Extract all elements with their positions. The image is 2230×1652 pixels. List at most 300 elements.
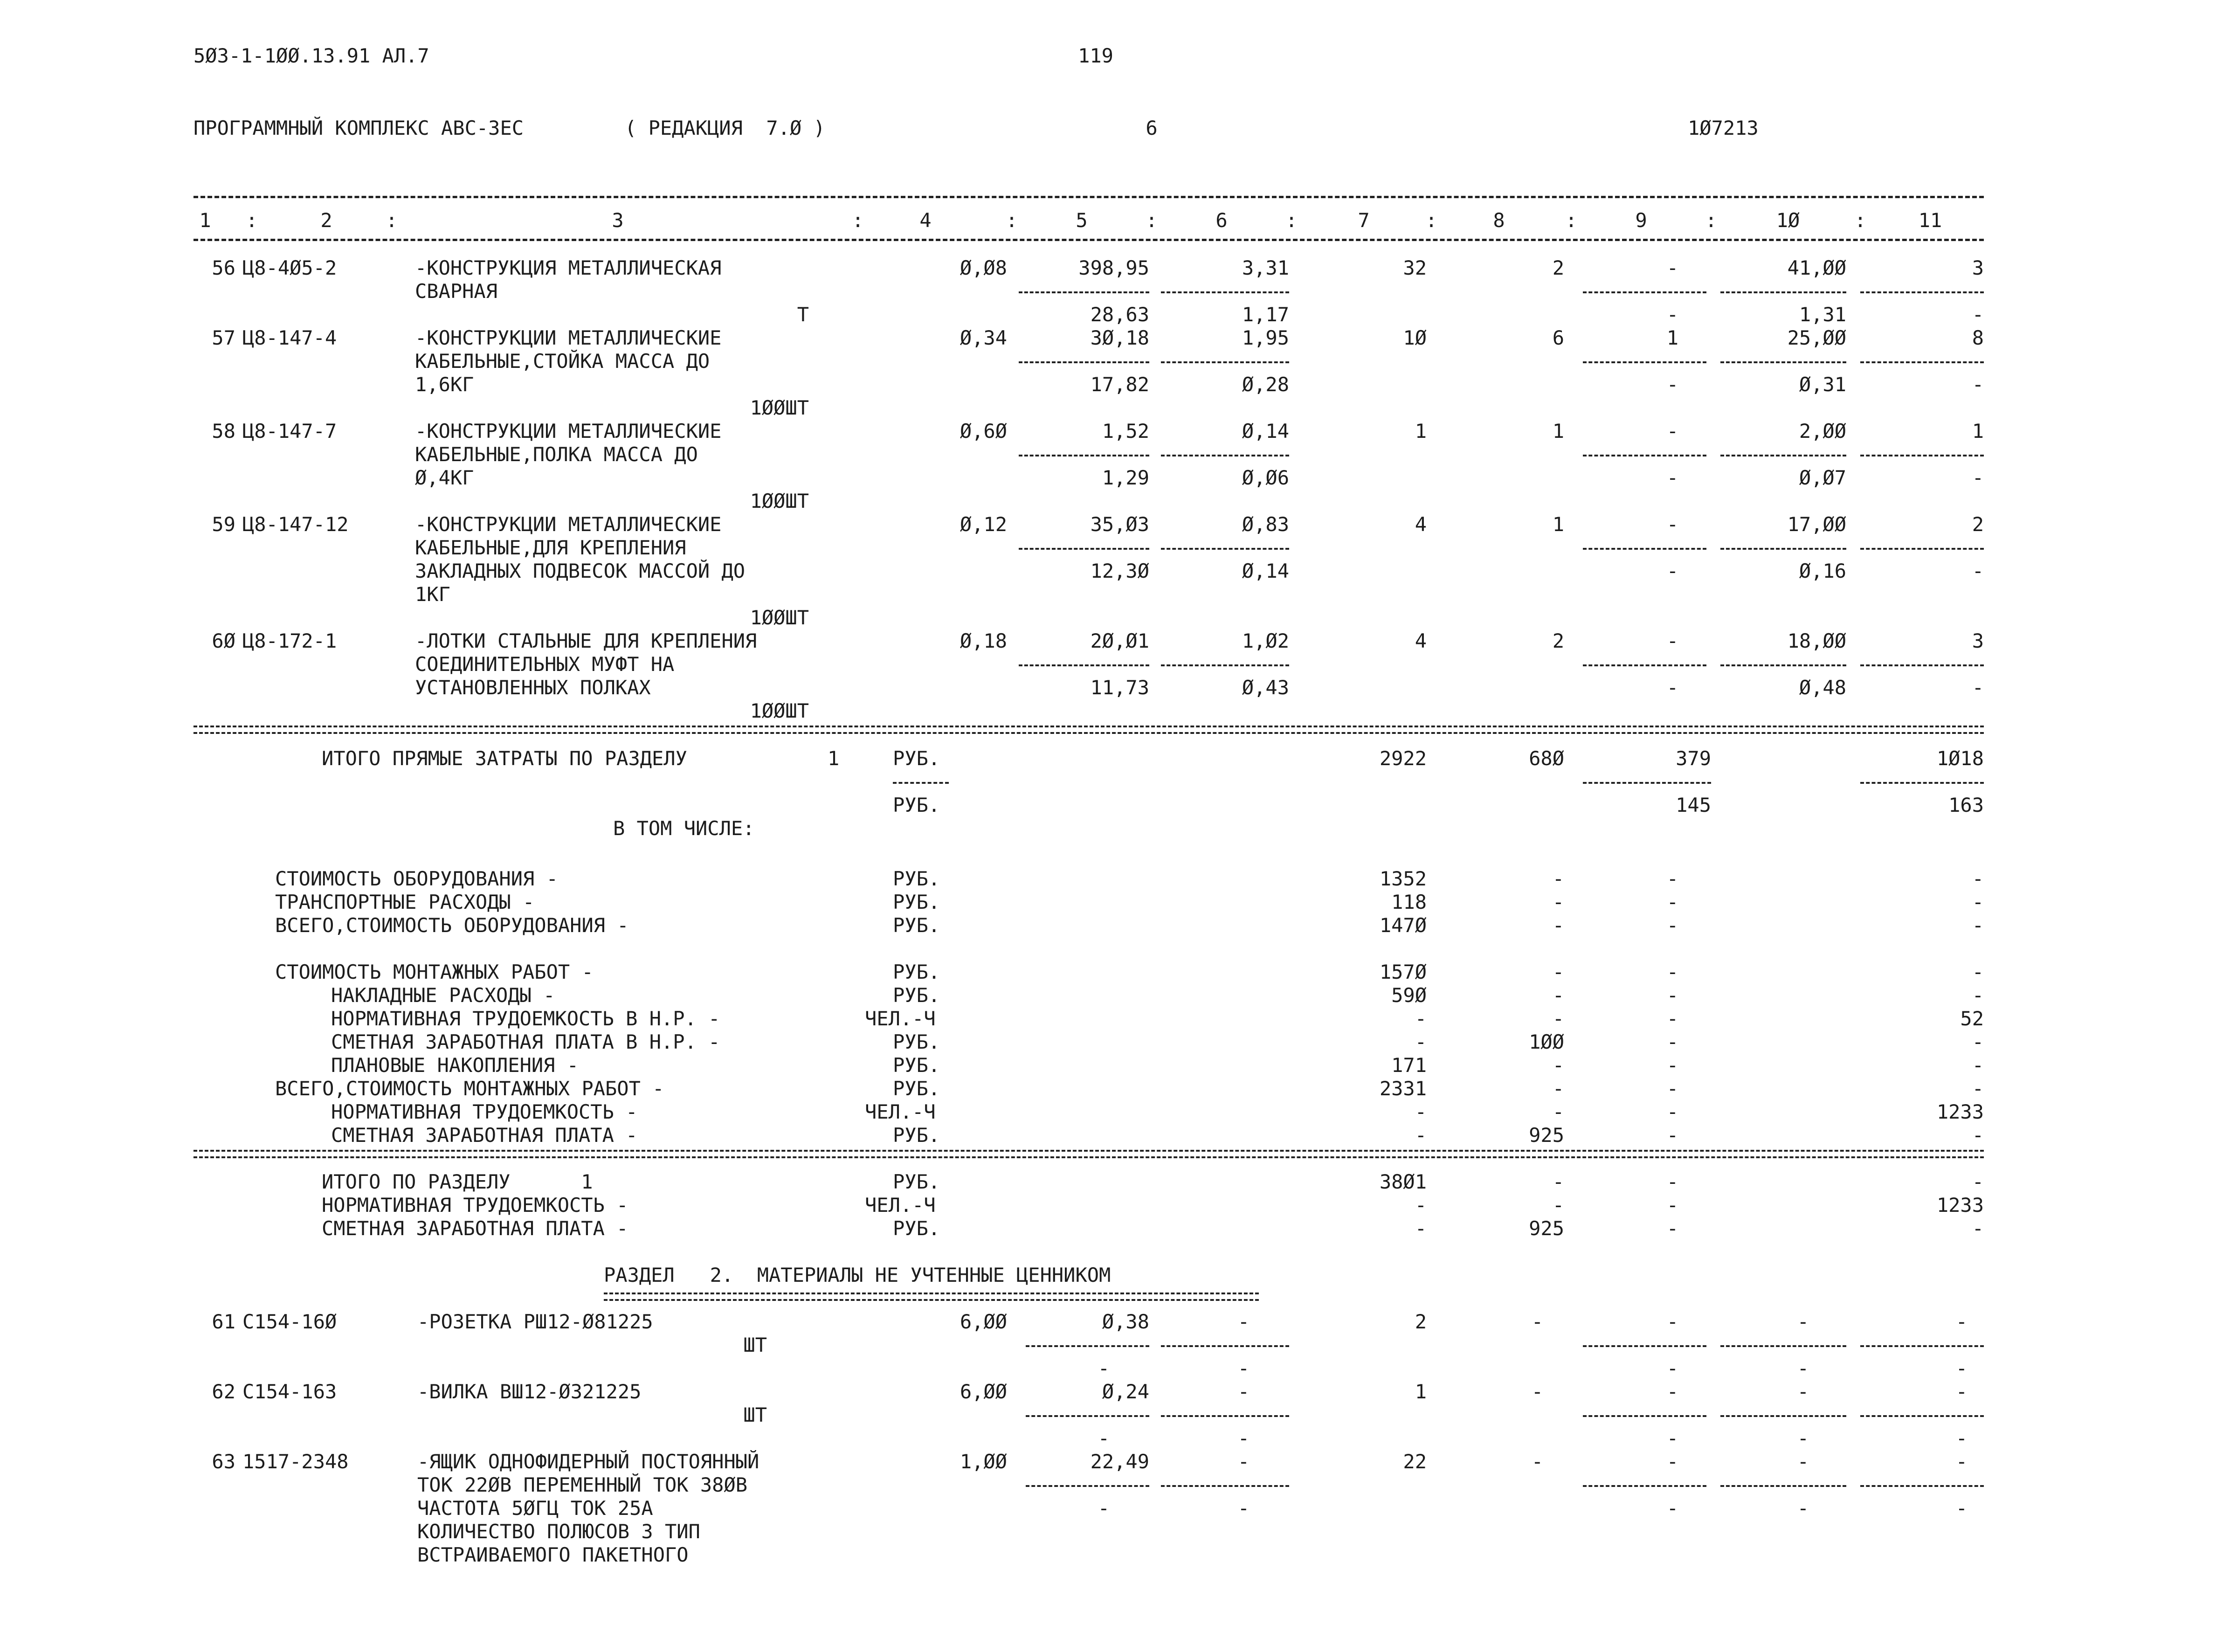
- row-col7: 4: [1415, 629, 1427, 652]
- row-col10-sub: Ø,16: [1799, 560, 1846, 582]
- column-separator: :: [1425, 209, 1437, 232]
- column-separator: :: [1705, 209, 1717, 232]
- summary-label: ВСЕГО,СТОИМОСТЬ МОНТАЖНЫХ РАБОТ -: [275, 1077, 664, 1100]
- row-number: 56: [212, 256, 235, 279]
- summary-col8: -: [1552, 984, 1564, 1007]
- summary-col7: 147Ø: [1379, 914, 1427, 937]
- summary-col11: -: [1972, 961, 1984, 983]
- row-col6-main: -: [1237, 1450, 1250, 1473]
- value-underline: [1583, 291, 1706, 293]
- row-col11-sub: -: [1955, 1497, 1968, 1520]
- row-number: 62: [212, 1380, 235, 1403]
- page-number: 119: [1078, 44, 1113, 67]
- summary-unit: РУБ.: [893, 1030, 940, 1053]
- summary-col9: -: [1666, 1077, 1678, 1100]
- summary-col11: -: [1972, 984, 1984, 1007]
- row-col11-sub: -: [1972, 466, 1984, 489]
- value-underline: [1161, 548, 1289, 550]
- row-quantity: Ø,6Ø: [960, 420, 1007, 442]
- summary-col9: -: [1666, 984, 1678, 1007]
- row-col11-main: 3: [1972, 256, 1984, 279]
- section-total-unit: РУБ.: [893, 1217, 940, 1240]
- row-col8: 6: [1552, 326, 1564, 349]
- value-underline: [1860, 782, 1984, 784]
- row-col5-sub: 11,73: [1090, 676, 1149, 699]
- value-underline: [1019, 455, 1149, 456]
- row-col10-sub: Ø,48: [1799, 676, 1846, 699]
- row-col6-sub: -: [1237, 1357, 1250, 1380]
- row-col7: 1: [1415, 420, 1427, 442]
- row-description-line: КОЛИЧЕСТВО ПОЛЮСОВ 3 ТИП: [417, 1520, 700, 1543]
- summary-col7: -: [1415, 1007, 1427, 1030]
- row-col8: 2: [1552, 256, 1564, 279]
- row-col10-main: 18,ØØ: [1787, 629, 1846, 652]
- summary-col9: -: [1666, 1100, 1678, 1123]
- summary-label: СМЕТНАЯ ЗАРАБОТНАЯ ПЛАТА В Н.Р. -: [331, 1030, 720, 1053]
- row-col9-main: -: [1666, 1450, 1678, 1473]
- column-number-11: 11: [1918, 209, 1942, 232]
- row-col6-main: 1,95: [1242, 326, 1289, 349]
- summary-col9: -: [1666, 914, 1678, 937]
- row-col5-sub: -: [1098, 1497, 1110, 1520]
- row-col8: 1: [1552, 513, 1564, 536]
- direct-costs-col7: 2922: [1379, 747, 1427, 770]
- row-description-line: СОЕДИНИТЕЛЬНЫХ МУФТ НА: [415, 653, 675, 676]
- row-col9-main: -: [1666, 420, 1678, 442]
- row-description-line: ВСТРАИВАЕМОГО ПАКЕТНОГО: [417, 1543, 689, 1566]
- row-code: Ц8-147-12: [242, 513, 349, 536]
- summary-col7: 171: [1391, 1054, 1427, 1077]
- direct-costs-col8: 68Ø: [1529, 747, 1564, 770]
- summary-label: СТОИМОСТЬ ОБОРУДОВАНИЯ -: [275, 867, 558, 890]
- row-quantity: 6,ØØ: [960, 1380, 1007, 1403]
- row-number: 63: [212, 1450, 235, 1473]
- column-number-10: 1Ø: [1776, 209, 1800, 232]
- direct-costs-col11: 1Ø18: [1936, 747, 1984, 770]
- row-col10-main: -: [1797, 1450, 1809, 1473]
- column-number-8: 8: [1493, 209, 1505, 232]
- summary-col8: -: [1552, 1077, 1564, 1100]
- direct-costs-col9: 379: [1676, 747, 1711, 770]
- summary-col8: -: [1552, 891, 1564, 913]
- row-description-line: СВАРНАЯ: [415, 280, 498, 303]
- direct-costs-unit2: РУБ.: [893, 794, 940, 816]
- row-col6-sub: -: [1237, 1427, 1250, 1450]
- summary-label: СМЕТНАЯ ЗАРАБОТНАЯ ПЛАТА -: [331, 1124, 638, 1147]
- direct-costs-section: 1: [828, 747, 840, 770]
- section-total-col9: -: [1666, 1170, 1678, 1193]
- value-underline: [1860, 1415, 1984, 1417]
- row-description-line: -КОНСТРУКЦИЯ МЕТАЛЛИЧЕСКАЯ: [415, 256, 722, 279]
- column-separator: :: [386, 209, 398, 232]
- value-underline: [1583, 1415, 1706, 1417]
- column-separator: :: [1854, 209, 1866, 232]
- row-col5-main: 398,95: [1078, 256, 1149, 279]
- row-description-line: -ЯЩИК ОДНОФИДЕРНЫЙ ПОСТОЯННЫЙ: [417, 1450, 759, 1473]
- row-col11-main: 1: [1972, 420, 1984, 442]
- summary-col11: -: [1972, 1124, 1984, 1147]
- section-total-col7: -: [1415, 1217, 1427, 1240]
- row-col6-sub: 1,17: [1242, 303, 1289, 326]
- row-description-line: -КОНСТРУКЦИИ МЕТАЛЛИЧЕСКИЕ: [415, 420, 722, 442]
- value-underline: [1019, 361, 1149, 363]
- row-unit: 1ØØШТ: [750, 606, 809, 629]
- section-total-col9: -: [1666, 1194, 1678, 1217]
- row-code: Ц8-172-1: [242, 629, 337, 652]
- row-col5-sub: -: [1098, 1427, 1110, 1450]
- section-total-unit: ЧЕЛ.-Ч: [865, 1194, 936, 1217]
- row-col9-main: -: [1666, 1380, 1678, 1403]
- row-col10-sub: -: [1797, 1357, 1809, 1380]
- summary-col8: -: [1552, 914, 1564, 937]
- summary-col8: -: [1552, 1100, 1564, 1123]
- summary-col9: -: [1666, 867, 1678, 890]
- row-code: С154-16Ø: [242, 1310, 337, 1333]
- summary-unit: РУБ.: [893, 1077, 940, 1100]
- summary-label: СТОИМОСТЬ МОНТАЖНЫХ РАБОТ -: [275, 961, 594, 983]
- summary-unit: РУБ.: [893, 984, 940, 1007]
- row-col9-sub: -: [1666, 560, 1678, 582]
- summary-col9: -: [1666, 1054, 1678, 1077]
- value-underline: [1026, 1485, 1149, 1487]
- row-col5-main: 1,52: [1102, 420, 1149, 442]
- row-code: Ц8-147-4: [242, 326, 337, 349]
- row-col5-main: Ø,38: [1102, 1310, 1149, 1333]
- row-col9-main: 1: [1666, 326, 1678, 349]
- row-description-line: КАБЕЛЬНЫЕ,СТОЙКА МАССА ДО: [415, 350, 710, 373]
- summary-col9: -: [1666, 1124, 1678, 1147]
- row-col7: 1Ø: [1403, 326, 1427, 349]
- row-quantity: Ø,34: [960, 326, 1007, 349]
- row-col10-sub: 1,31: [1799, 303, 1846, 326]
- row-col5-sub: 1,29: [1102, 466, 1149, 489]
- row-col5-main: 2Ø,Ø1: [1090, 629, 1149, 652]
- summary-col7: -: [1415, 1124, 1427, 1147]
- summary-unit: РУБ.: [893, 914, 940, 937]
- value-underline: [1720, 1345, 1846, 1347]
- row-unit: Т: [797, 303, 809, 326]
- value-underline: [1161, 664, 1289, 666]
- row-col6-sub: Ø,28: [1242, 373, 1289, 396]
- column-number-9: 9: [1635, 209, 1647, 232]
- row-description-line: УСТАНОВЛЕННЫХ ПОЛКАХ: [415, 676, 651, 699]
- summary-col7: 59Ø: [1391, 984, 1427, 1007]
- row-description-line: ТОК 22ØВ ПЕРЕМЕННЫЙ ТОК 38ØВ: [417, 1473, 748, 1496]
- row-description-line: 1КГ: [415, 583, 450, 606]
- row-unit: ШТ: [743, 1334, 767, 1356]
- row-description-line: -КОНСТРУКЦИИ МЕТАЛЛИЧЕСКИЕ: [415, 326, 722, 349]
- row-col11-sub: -: [1972, 303, 1984, 326]
- column-number-1: 1: [199, 209, 211, 232]
- direct-costs-rule: [193, 726, 1984, 734]
- section-total-col7: 38Ø1: [1379, 1170, 1427, 1193]
- row-description-line: 1,6КГ: [415, 373, 474, 396]
- value-underline: [1161, 291, 1289, 293]
- summary-col7: -: [1415, 1030, 1427, 1053]
- column-separator: :: [1146, 209, 1158, 232]
- row-col9-main: -: [1666, 256, 1678, 279]
- section-total-col9: -: [1666, 1217, 1678, 1240]
- row-code: Ц8-147-7: [242, 420, 337, 442]
- value-underline: [893, 782, 949, 784]
- row-col9-sub: -: [1666, 373, 1678, 396]
- row-col10-sub: Ø,Ø7: [1799, 466, 1846, 489]
- row-code: Ц8-4Ø5-2: [242, 256, 337, 279]
- summary-col11: -: [1972, 1030, 1984, 1053]
- summary-col9: -: [1666, 961, 1678, 983]
- summary-label: НОРМАТИВНАЯ ТРУДОЕМКОСТЬ В Н.Р. -: [331, 1007, 720, 1030]
- summary-col11: -: [1972, 1077, 1984, 1100]
- summary-col7: -: [1415, 1100, 1427, 1123]
- row-col7: 2: [1415, 1310, 1427, 1333]
- summary-col11: 1233: [1936, 1100, 1984, 1123]
- value-underline: [1720, 1415, 1846, 1417]
- summary-col7: 1352: [1379, 867, 1427, 890]
- column-number-2: 2: [320, 209, 332, 232]
- summary-col11: -: [1972, 914, 1984, 937]
- summary-unit: РУБ.: [893, 961, 940, 983]
- edition: ( РЕДАКЦИЯ 7.Ø ): [625, 117, 825, 139]
- row-col6-main: 3,31: [1242, 256, 1289, 279]
- value-underline: [1720, 1485, 1846, 1487]
- row-number: 6Ø: [212, 629, 235, 652]
- row-col10-sub: -: [1797, 1427, 1809, 1450]
- including-heading: В ТОМ ЧИСЛЕ:: [613, 817, 755, 840]
- value-underline: [1019, 664, 1149, 666]
- row-col5-sub: -: [1098, 1357, 1110, 1380]
- column-number-6: 6: [1215, 209, 1228, 232]
- summary-label: ВСЕГО,СТОИМОСТЬ ОБОРУДОВАНИЯ -: [275, 914, 629, 937]
- value-underline: [1161, 1345, 1289, 1347]
- row-col5-main: 22,49: [1090, 1450, 1149, 1473]
- value-underline: [1720, 455, 1846, 456]
- table-header-rule: [193, 239, 1984, 241]
- row-col10-main: 2,ØØ: [1799, 420, 1846, 442]
- summary-col7: 118: [1391, 891, 1427, 913]
- section-total-col11: -: [1972, 1217, 1984, 1240]
- row-col9-sub: -: [1666, 1427, 1678, 1450]
- row-code: 1517-2348: [242, 1450, 349, 1473]
- table-top-rule: [193, 196, 1984, 198]
- row-col7: 32: [1403, 256, 1427, 279]
- row-col10-main: 41,ØØ: [1787, 256, 1846, 279]
- value-underline: [1720, 548, 1846, 550]
- value-underline: [1860, 1345, 1984, 1347]
- section-total-col8: -: [1552, 1194, 1564, 1217]
- summary-label: НОРМАТИВНАЯ ТРУДОЕМКОСТЬ -: [331, 1100, 638, 1123]
- column-separator: :: [246, 209, 258, 232]
- direct-costs-col11-sub: 163: [1948, 794, 1984, 816]
- summary-col11: -: [1972, 867, 1984, 890]
- value-underline: [1161, 1485, 1289, 1487]
- column-separator: :: [1006, 209, 1018, 232]
- row-unit: 1ØØШТ: [750, 396, 809, 419]
- value-underline: [1583, 455, 1706, 456]
- row-col9-main: -: [1666, 629, 1678, 652]
- row-col6-sub: -: [1237, 1497, 1250, 1520]
- row-number: 57: [212, 326, 235, 349]
- row-col6-sub: Ø,14: [1242, 560, 1289, 582]
- direct-costs-unit: РУБ.: [893, 747, 940, 770]
- row-description-line: КАБЕЛЬНЫЕ,ДЛЯ КРЕПЛЕНИЯ: [415, 536, 686, 559]
- column-number-5: 5: [1076, 209, 1088, 232]
- row-unit: 1ØØШТ: [750, 490, 809, 512]
- row-unit: 1ØØШТ: [750, 699, 809, 722]
- row-col11-sub: -: [1972, 373, 1984, 396]
- summary-unit: ЧЕЛ.-Ч: [865, 1007, 936, 1030]
- section-total-col11: 1233: [1936, 1194, 1984, 1217]
- row-col11-main: 8: [1972, 326, 1984, 349]
- summary-label: НАКЛАДНЫЕ РАСХОДЫ -: [331, 984, 555, 1007]
- summary-col8: 1ØØ: [1529, 1030, 1564, 1053]
- summary-col8: -: [1552, 1054, 1564, 1077]
- row-col6-main: 1,Ø2: [1242, 629, 1289, 652]
- row-number: 58: [212, 420, 235, 442]
- row-number: 61: [212, 1310, 235, 1333]
- row-description-line: Ø,4КГ: [415, 466, 474, 489]
- row-col11-sub: -: [1972, 560, 1984, 582]
- value-underline: [1860, 1485, 1984, 1487]
- summary-col7: 2331: [1379, 1077, 1427, 1100]
- row-col5-sub: 28,63: [1090, 303, 1149, 326]
- row-col11-main: -: [1955, 1310, 1968, 1333]
- column-number-7: 7: [1358, 209, 1370, 232]
- row-col9-main: -: [1666, 513, 1678, 536]
- row-col11-sub: -: [1955, 1427, 1968, 1450]
- row-col9-sub: -: [1666, 303, 1678, 326]
- row-col6-sub: Ø,43: [1242, 676, 1289, 699]
- row-col10-main: 25,ØØ: [1787, 326, 1846, 349]
- value-underline: [1720, 291, 1846, 293]
- row-col8: -: [1531, 1310, 1543, 1333]
- value-underline: [1860, 548, 1984, 550]
- summary-col9: -: [1666, 891, 1678, 913]
- row-col7: 22: [1403, 1450, 1427, 1473]
- summary-unit: РУБ.: [893, 1124, 940, 1147]
- section-total-label: ИТОГО ПО РАЗДЕЛУ 1: [322, 1170, 593, 1193]
- value-underline: [1026, 1415, 1149, 1417]
- row-col11-sub: -: [1955, 1357, 1968, 1380]
- direct-costs-col9-sub: 145: [1676, 794, 1711, 816]
- summary-unit: РУБ.: [893, 891, 940, 913]
- row-col6-main: -: [1237, 1310, 1250, 1333]
- object-code: 1Ø7213: [1688, 117, 1759, 139]
- row-col6-sub: Ø,Ø6: [1242, 466, 1289, 489]
- row-col10-sub: Ø,31: [1799, 373, 1846, 396]
- summary-col8: -: [1552, 961, 1564, 983]
- column-separator: :: [1565, 209, 1577, 232]
- sheet-number: 6: [1146, 117, 1158, 139]
- row-col9-sub: -: [1666, 1497, 1678, 1520]
- row-quantity: 1,ØØ: [960, 1450, 1007, 1473]
- row-col5-main: 3Ø,18: [1090, 326, 1149, 349]
- summary-unit: ЧЕЛ.-Ч: [865, 1100, 936, 1123]
- row-col11-main: 2: [1972, 513, 1984, 536]
- value-underline: [1860, 455, 1984, 456]
- section-total-col8: -: [1552, 1170, 1564, 1193]
- section-total-col7: -: [1415, 1194, 1427, 1217]
- row-quantity: Ø,Ø8: [960, 256, 1007, 279]
- value-underline: [1026, 1345, 1149, 1347]
- row-col10-sub: -: [1797, 1497, 1809, 1520]
- row-description-line: -КОНСТРУКЦИИ МЕТАЛЛИЧЕСКИЕ: [415, 513, 722, 536]
- summary-col11: -: [1972, 1054, 1984, 1077]
- row-col7: 1: [1415, 1380, 1427, 1403]
- row-col9-sub: -: [1666, 1357, 1678, 1380]
- summary-col8: 925: [1529, 1124, 1564, 1147]
- row-col11-main: -: [1955, 1450, 1968, 1473]
- section2-title-underline: [604, 1293, 1259, 1301]
- summary-col11: -: [1972, 891, 1984, 913]
- summary-col9: -: [1666, 1007, 1678, 1030]
- column-separator: :: [852, 209, 864, 232]
- column-separator: :: [1285, 209, 1298, 232]
- row-col11-sub: -: [1972, 676, 1984, 699]
- row-col11-main: -: [1955, 1380, 1968, 1403]
- row-col9-main: -: [1666, 1310, 1678, 1333]
- section-total-rule: [193, 1150, 1984, 1158]
- value-underline: [1019, 291, 1149, 293]
- row-col8: -: [1531, 1450, 1543, 1473]
- summary-col11: 52: [1960, 1007, 1984, 1030]
- row-col9-sub: -: [1666, 676, 1678, 699]
- summary-label: ПЛАНОВЫЕ НАКОПЛЕНИЯ -: [331, 1054, 579, 1077]
- summary-label: ТРАНСПОРТНЫЕ РАСХОДЫ -: [275, 891, 535, 913]
- summary-col9: -: [1666, 1030, 1678, 1053]
- row-description-line: -РОЗЕТКА РШ12-Ø81225: [417, 1310, 653, 1333]
- summary-col7: 157Ø: [1379, 961, 1427, 983]
- row-col8: 2: [1552, 629, 1564, 652]
- section-total-col8: 925: [1529, 1217, 1564, 1240]
- row-description-line: КАБЕЛЬНЫЕ,ПОЛКА МАССА ДО: [415, 443, 698, 466]
- section-total-unit: РУБ.: [893, 1170, 940, 1193]
- row-col10-main: 17,ØØ: [1787, 513, 1846, 536]
- value-underline: [1161, 1415, 1289, 1417]
- row-col6-main: Ø,14: [1242, 420, 1289, 442]
- row-description-line: -ЛОТКИ СТАЛЬНЫЕ ДЛЯ КРЕПЛЕНИЯ: [415, 629, 757, 652]
- row-col7: 4: [1415, 513, 1427, 536]
- program-name: ПРОГРАММНЫЙ КОМПЛЕКС АВС-3ЕС: [193, 117, 524, 139]
- row-quantity: 6,ØØ: [960, 1310, 1007, 1333]
- summary-col8: -: [1552, 1007, 1564, 1030]
- value-underline: [1720, 361, 1846, 363]
- row-code: С154-163: [242, 1380, 337, 1403]
- value-underline: [1583, 782, 1711, 784]
- doc-code: 5Ø3-1-1ØØ.13.91 АЛ.7: [193, 44, 429, 67]
- summary-unit: РУБ.: [893, 867, 940, 890]
- row-col6-main: Ø,83: [1242, 513, 1289, 536]
- column-number-3: 3: [612, 209, 624, 232]
- row-col5-main: 35,Ø3: [1090, 513, 1149, 536]
- row-col5-main: Ø,24: [1102, 1380, 1149, 1403]
- section2-title: РАЗДЕЛ 2. МАТЕРИАЛЫ НЕ УЧТЕННЫЕ ЦЕННИКОМ: [604, 1264, 1111, 1286]
- value-underline: [1583, 361, 1706, 363]
- row-col8: -: [1531, 1380, 1543, 1403]
- value-underline: [1583, 664, 1706, 666]
- section-total-label: НОРМАТИВНАЯ ТРУДОЕМКОСТЬ -: [322, 1194, 628, 1217]
- value-underline: [1583, 548, 1706, 550]
- value-underline: [1583, 1345, 1706, 1347]
- value-underline: [1860, 664, 1984, 666]
- value-underline: [1161, 361, 1289, 363]
- summary-col8: -: [1552, 867, 1564, 890]
- summary-unit: РУБ.: [893, 1054, 940, 1077]
- row-col10-main: -: [1797, 1380, 1809, 1403]
- direct-costs-label: ИТОГО ПРЯМЫЕ ЗАТРАТЫ ПО РАЗДЕЛУ: [322, 747, 687, 770]
- value-underline: [1720, 664, 1846, 666]
- value-underline: [1860, 291, 1984, 293]
- row-quantity: Ø,18: [960, 629, 1007, 652]
